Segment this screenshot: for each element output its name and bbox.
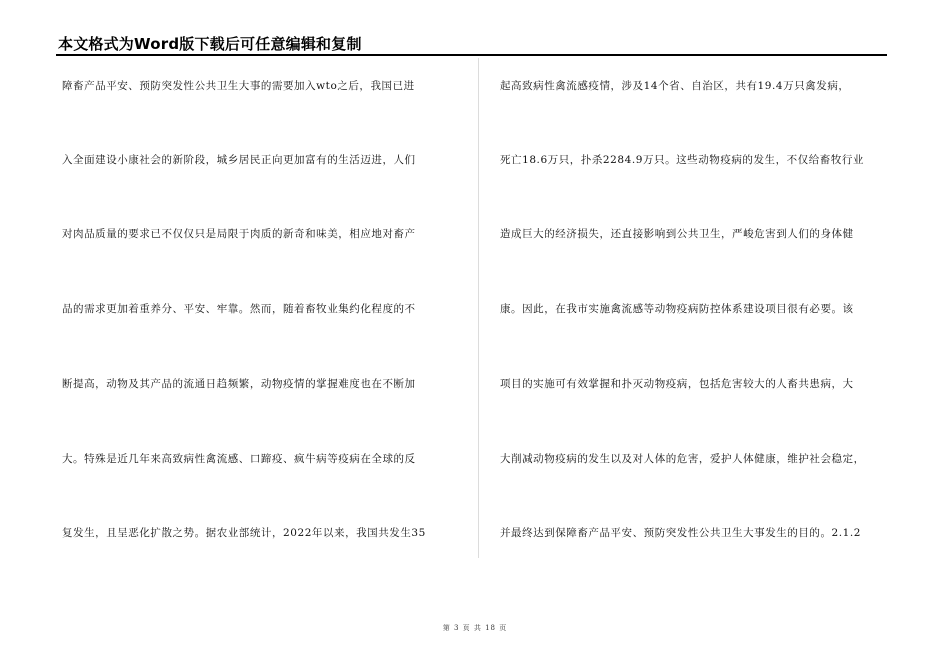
left-line-4: 品的需求更加着重养分、平安、牢靠。然而，随着畜牧业集约化程度的不 — [62, 303, 416, 315]
right-line-6: 大削减动物疫病的发生以及对人体的危害，爱护人体健康，维护社会稳定， — [500, 453, 865, 465]
column-gutter — [478, 58, 479, 558]
left-line-1: 障畜产品平安、预防突发性公共卫生大事的需要加入wto之后，我国已进 — [62, 80, 415, 92]
left-line-6: 大。特殊是近几年来高致病性禽流感、口蹄疫、疯牛病等疫病在全球的反 — [62, 453, 416, 465]
left-line-3: 对肉品质量的要求已不仅仅只是局限于肉质的新奇和味美，相应地对畜产 — [62, 228, 416, 240]
right-line-7: 并最终达到保障畜产品平安、预防突发性公共卫生大事发生的目的。2.1.2 — [500, 527, 861, 539]
document-header-title: 本文格式为Word版下载后可任意编辑和复制 — [58, 35, 362, 53]
right-line-5: 项目的实施可有效掌握和扑灭动物疫病，包括危害较大的人畜共患病，大 — [500, 378, 854, 390]
left-line-7: 复发生，且呈恶化扩散之势。据农业部统计，2022年以来，我国共发生35 — [62, 527, 426, 539]
right-line-4: 康。因此，在我市实施禽流感等动物疫病防控体系建设项目很有必要。该 — [500, 303, 854, 315]
header-divider-line — [56, 54, 887, 56]
right-line-2: 死亡18.6万只，扑杀2284.9万只。这些动物疫病的发生，不仅给畜牧行业 — [500, 154, 864, 166]
left-line-5: 断提高，动物及其产品的流通日趋频繁，动物疫情的掌握难度也在不断加 — [62, 378, 416, 390]
right-line-3: 造成巨大的经济损失，还直接影响到公共卫生，严峻危害到人们的身体健 — [500, 228, 854, 240]
left-line-2: 入全面建设小康社会的新阶段，城乡居民正向更加富有的生活迈进，人们 — [62, 154, 416, 166]
page-number: 第 3 页 共 18 页 — [442, 624, 508, 632]
right-line-1: 起高致病性禽流感疫情，涉及14个省、自治区，共有19.4万只禽发病， — [500, 80, 850, 92]
